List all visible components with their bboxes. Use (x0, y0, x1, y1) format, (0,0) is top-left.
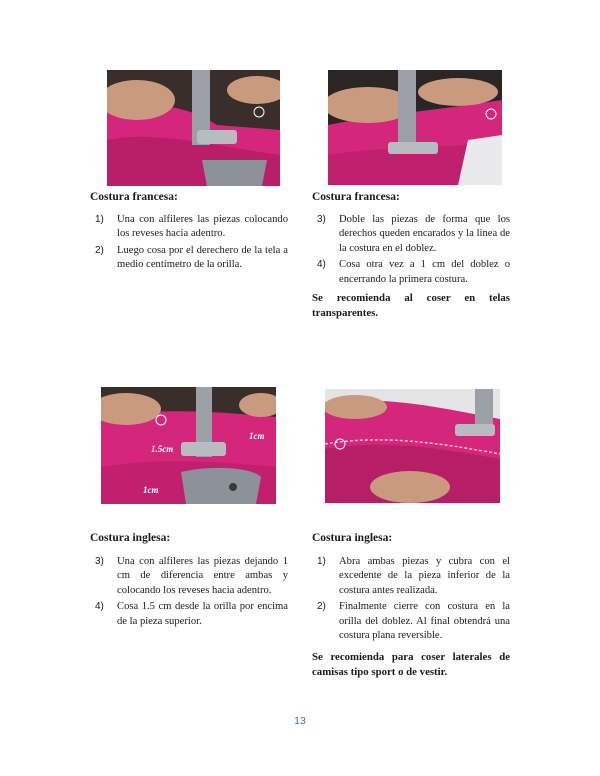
recommendation-note-french: Se recomienda al coser en telas transparentes. (312, 292, 510, 319)
recommendation-note-english: Se recomienda para coser laterales de camisas tipo sport o de vestir. (312, 651, 510, 678)
list-item: 4) Cosa 1.5 cm desde la orilla por encima de la pieza superior. (95, 601, 288, 627)
list-item: 3) Una con alfileres las piezas dejando 1 cm de diferencia entre ambas y colocando los reveses hacia adentro. (95, 556, 288, 596)
list-item: 1) Una con alfileres las piezas colocando los reveses hacia adentro. (95, 214, 288, 240)
steps-list-english-left (95, 555, 288, 631)
section-heading-english-right: Costura inglesa: (312, 532, 393, 544)
list-item: 4) Cosa otra vez a 1 cm del doblez o encerrando la primera costura. (317, 259, 510, 285)
steps-list-english-right (317, 555, 510, 645)
photo-label-1-5cm: 1.5cm (151, 444, 174, 454)
steps-list-french-right (317, 213, 510, 289)
section-heading-french-left: Costura francesa: (90, 191, 178, 203)
page-number: 13 (294, 715, 306, 727)
list-item: 2) Finalmente cierre con costura en la orilla del doblez. Al final obtendrá una costura plana reversible. (317, 601, 510, 642)
photo-label-1cm-a: 1cm (249, 431, 265, 441)
photo-label-1cm-b: 1cm (143, 485, 159, 495)
section-heading-french-right: Costura francesa: (312, 191, 400, 203)
photo-french-seam-step-1 (107, 70, 280, 186)
list-item: 2) Luego cosa por el derechero de la tela a medio centímetro de la orilla. (95, 244, 288, 271)
list-item: 1) Abra ambas piezas y cubra con el excedente de la pieza inferior de la costura antes realizada. (317, 556, 510, 596)
photo-french-seam-step-2 (328, 70, 502, 185)
steps-list-french-left (95, 213, 288, 275)
photo-english-seam-step-2 (325, 389, 500, 503)
list-item: 3) Doble las piezas de forma que los derechos queden encarados y la linea de la costura en el doblez. (317, 214, 510, 254)
section-heading-english-left: Costura inglesa: (90, 532, 171, 544)
photo-english-seam-step-1 (101, 387, 276, 504)
